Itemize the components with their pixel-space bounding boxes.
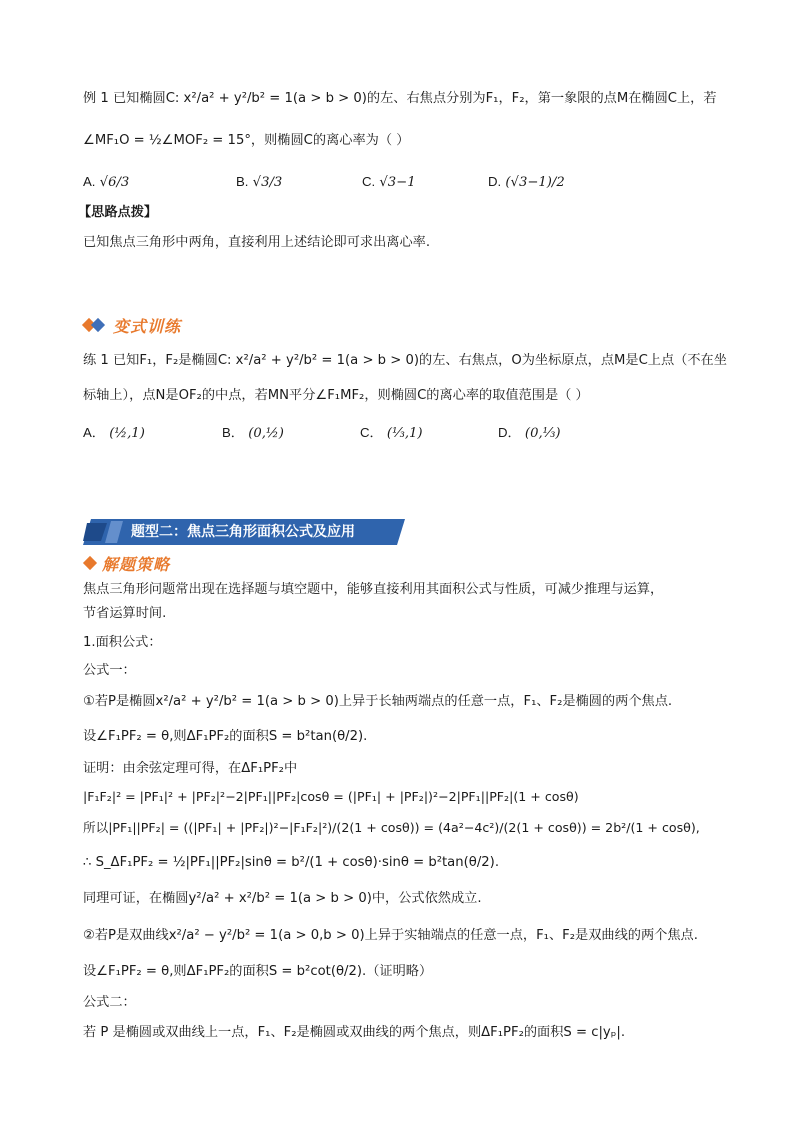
example1-line2: ∠MF₁O = ½∠MOF₂ = 15°，则椭圆C的离心率为（ ） [83, 133, 410, 148]
proof-line2: 所以|PF₁||PF₂| = ((|PF₁| + |PF₂|)²−|F₁F₂|²)/(2(1 + cosθ)) = (4a²−4c²)/(2(1 + cosθ)) = 2b²/(1 + cosθ), [83, 820, 700, 835]
hint-title: 【思路点拨】 [78, 205, 158, 220]
formula2-line1: ②若P是双曲线x²/a² − y²/b² = 1(a > 0,b > 0)上异于实轴端点的任意一点，F₁、F₂是双曲线的两个焦点. [83, 928, 698, 943]
variant-heading [83, 314, 181, 336]
strategy-intro2: 节省运算时间. [83, 606, 167, 621]
variant-option-d: D． (0,⅓) [498, 425, 561, 441]
variant-line2: 标轴上），点N是OF₂的中点，若MN平分∠F₁MF₂，则椭圆C的离心率的取值范围是（ ） [83, 388, 589, 403]
example1-option-b: B. √3/3 [236, 174, 283, 190]
formula3-line1: 若 P 是椭圆或双曲线上一点，F₁、F₂是椭圆或双曲线的两个焦点，则ΔF₁PF₂的面积S = c|yₚ|. [83, 1025, 626, 1040]
formula1-line1: ①若P是椭圆x²/a² + y²/b² = 1(a > b > 0)上异于长轴两端点的任意一点，F₁、F₂是椭圆的两个焦点. [83, 694, 673, 709]
example1-option-a: A. √6/3 [83, 174, 130, 190]
variant-option-a: A． (½,1) [83, 425, 145, 441]
variant-option-c: C． (⅓,1) [360, 425, 423, 441]
proof-line3: ∴ S_ΔF₁PF₂ = ½|PF₁||PF₂|sinθ = b²/(1 + cosθ)·sinθ = b²tan(θ/2). [83, 855, 500, 870]
strategy-intro1: 焦点三角形问题常出现在选择题与填空题中，能够直接利用其面积公式与性质，可减少推理与运算， [83, 582, 664, 597]
hint-text: 已知焦点三角形中两角，直接利用上述结论即可求出离心率. [83, 235, 431, 250]
example1-line1 [83, 89, 734, 109]
strategy-heading [83, 552, 170, 574]
variant-option-b: B． (0,½) [222, 425, 284, 441]
example1-option-d: D. (√3−1)/2 [488, 174, 565, 190]
variant-heading-text: 变式训练 [113, 316, 182, 336]
proof-line1: |F₁F₂|² = |PF₁|² + |PF₂|²−2|PF₁||PF₂|cosθ = (|PF₁| + |PF₂|)²−2|PF₁||PF₂|(1 + cosθ) [83, 789, 579, 804]
formula2-line2: 设∠F₁PF₂ = θ,则ΔF₁PF₂的面积S = b²cot(θ/2).（证明略） [83, 964, 433, 979]
proof-title: 证明：由余弦定理可得，在ΔF₁PF₂中 [83, 761, 298, 776]
formula1-title: 公式一： [83, 663, 136, 678]
diamond-pair-icon [83, 317, 107, 333]
section-banner [83, 517, 413, 547]
banner-label: 题型二：焦点三角形面积公式及应用 [131, 524, 355, 540]
example1-option-c: C. √3−1 [362, 174, 416, 190]
proof-line4: 同理可证，在椭圆y²/a² + x²/b² = 1(a > b > 0)中，公式依然成立. [83, 891, 482, 906]
formula2-title: 公式二： [83, 995, 136, 1010]
formula1-line2: 设∠F₁PF₂ = θ,则ΔF₁PF₂的面积S = b²tan(θ/2). [83, 729, 368, 744]
variant-line1: 练 1 已知F₁，F₂是椭圆C: x²/a² + y²/b² = 1(a > b > 0)的左、右焦点，O为坐标原点，点M是C上点（不在坐 [83, 353, 727, 368]
diamond-icon [83, 556, 97, 570]
strategy-heading-text: 解题策略 [102, 554, 171, 574]
example1-question-text: 例 1 已知椭圆C: x²/a² + y²/b² = 1(a > b > 0)的左、右焦点分别为F₁，F₂，第一象限的点M在椭圆C上，若 [83, 91, 717, 106]
strategy-item1: 1.面积公式： [83, 635, 162, 650]
